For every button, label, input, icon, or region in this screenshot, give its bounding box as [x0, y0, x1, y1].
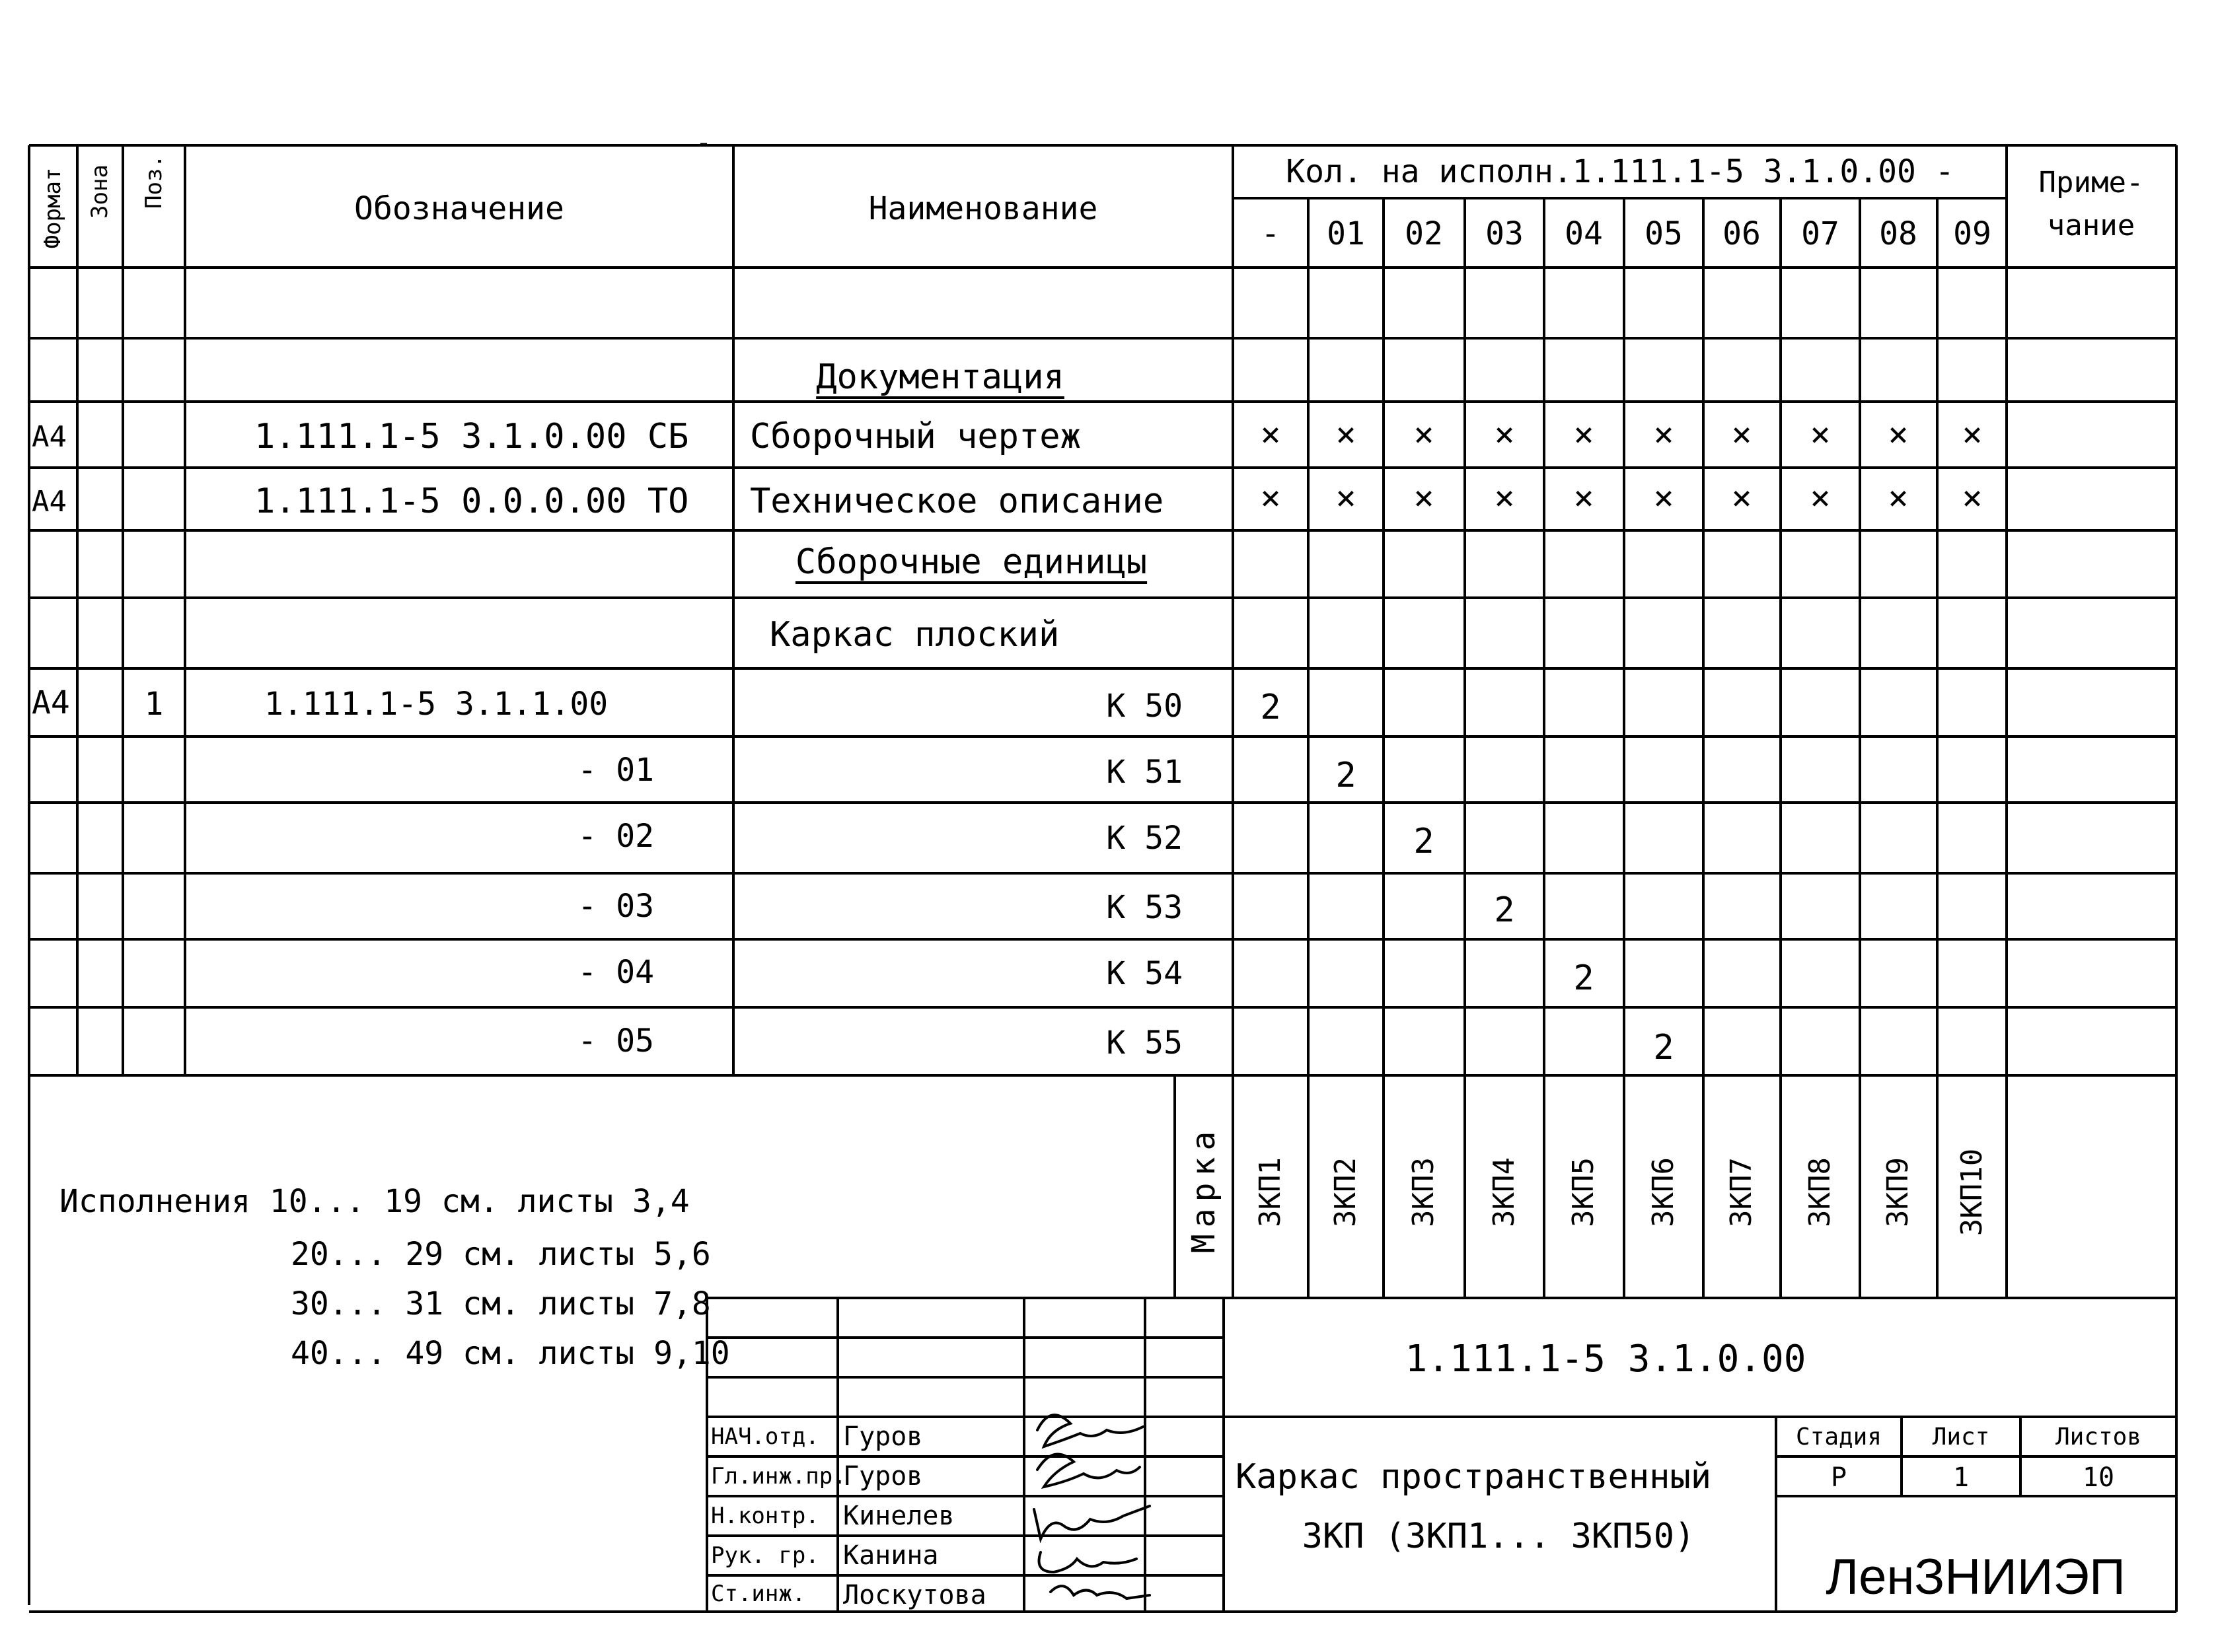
variant-header: 02 — [1405, 215, 1443, 252]
sheets-value: 10 — [2082, 1462, 2115, 1493]
section-documentation: Документация — [816, 357, 1064, 397]
mark-item: 3КП8 — [1803, 1157, 1837, 1227]
mark-item: 3КП2 — [1329, 1157, 1362, 1227]
sheet-value: 1 — [1952, 1462, 1970, 1493]
signature-role: Ст.инж. — [711, 1581, 806, 1607]
signature-name: Гуров — [843, 1461, 923, 1491]
mark-item: 3КП4 — [1487, 1157, 1521, 1227]
cross-mark: × — [1810, 415, 1831, 454]
part-row-designation: - 04 — [577, 954, 654, 991]
signature-name: Кинелев — [843, 1501, 955, 1531]
mark-item: 3КП3 — [1407, 1157, 1440, 1227]
variant-header: 01 — [1327, 215, 1365, 252]
cross-mark: × — [1810, 478, 1831, 518]
cross-mark: × — [1260, 478, 1281, 518]
stage-label: Стадия — [1795, 1423, 1882, 1451]
section-flat-frame: Каркас плоский — [770, 615, 1060, 655]
cross-mark: × — [1413, 478, 1434, 518]
cross-mark: × — [1335, 415, 1356, 454]
part-row-name: К 52 — [1106, 820, 1183, 857]
mark-item: 3КП7 — [1724, 1157, 1758, 1227]
signature-role: Н.контр. — [711, 1503, 819, 1529]
part-row-name: К 54 — [1106, 955, 1183, 992]
part-row-designation: - 01 — [577, 752, 654, 789]
sheet-label: Лист — [1932, 1423, 1990, 1451]
part-row-qty: 2 — [1335, 756, 1356, 795]
part-row-name: К 50 — [1106, 688, 1183, 725]
variants-note-line: Исполнения 10... 19 см. листы 3,4 — [59, 1183, 690, 1220]
variant-header: 07 — [1801, 215, 1839, 252]
doc-row-name: Техническое описание — [750, 482, 1164, 521]
cross-mark: × — [1413, 415, 1434, 454]
cross-mark: × — [1573, 478, 1594, 518]
title-line-1: Каркас пространственный — [1236, 1457, 1712, 1497]
variant-header: 08 — [1879, 215, 1917, 252]
doc-row-name: Сборочный чертеж — [750, 417, 1081, 456]
header-qty: Кол. на исполн.1.111.1-5 3.1.0.00 - — [1286, 153, 1954, 190]
header-note-1: Приме- — [2038, 166, 2144, 199]
variant-header: 05 — [1645, 215, 1683, 252]
cross-mark: × — [1731, 478, 1752, 518]
cross-mark: × — [1260, 415, 1281, 454]
header-format: Формат — [40, 167, 66, 249]
cross-mark: × — [1731, 415, 1752, 454]
signature-role: Гл.инж.пр. — [711, 1463, 846, 1490]
doc-row-designation: 1.111.1-5 0.0.0.00 ТО — [254, 482, 689, 521]
marka-label: Марка — [1185, 1124, 1222, 1254]
sheets-label: Листов — [2055, 1423, 2142, 1451]
cross-mark: × — [1962, 478, 1983, 518]
part-row-name: К 55 — [1106, 1024, 1183, 1061]
part-row-designation: - 03 — [577, 888, 654, 925]
part-row-pos: 1 — [144, 686, 164, 723]
part-row-designation: 1.111.1-5 3.1.1.00 — [264, 686, 609, 723]
header-note-2: чание — [2047, 209, 2135, 242]
stage-value: Р — [1830, 1462, 1847, 1493]
mark-item: 3КП1 — [1253, 1157, 1287, 1227]
part-row-qty: 2 — [1260, 688, 1281, 727]
header-pos: Поз. — [141, 155, 167, 209]
variant-header: 03 — [1485, 215, 1524, 252]
variants-note-line: 40... 49 см. листы 9,10 — [291, 1335, 730, 1372]
variant-header: 06 — [1722, 215, 1761, 252]
section-assembly-units: Сборочные единицы — [795, 542, 1148, 582]
cross-mark: × — [1335, 478, 1356, 518]
part-row-qty: 2 — [1653, 1028, 1674, 1067]
part-row-qty: 2 — [1413, 822, 1434, 861]
cross-mark: × — [1653, 478, 1674, 518]
part-row-designation: - 05 — [577, 1023, 654, 1059]
cross-mark: × — [1573, 415, 1594, 454]
part-row-qty: 2 — [1573, 958, 1594, 998]
header-designation: Обозначение — [354, 190, 564, 227]
doc-row-format: А4 — [32, 485, 67, 519]
doc-row-designation: 1.111.1-5 3.1.0.00 СБ — [254, 417, 689, 456]
header-zone: Зона — [87, 164, 113, 219]
cross-mark: × — [1888, 478, 1909, 518]
header-name: Наименование — [868, 190, 1098, 227]
part-row-name: К 51 — [1106, 754, 1183, 791]
mark-item: 3КП6 — [1646, 1157, 1680, 1227]
variant-header: 04 — [1565, 215, 1603, 252]
cross-mark: × — [1653, 415, 1674, 454]
part-row-designation: - 02 — [577, 818, 654, 855]
mark-item: 3КП10 — [1955, 1148, 1989, 1237]
title-line-2: 3КП (3КП1... 3КП50) — [1302, 1517, 1695, 1556]
part-row-format: А4 — [32, 684, 70, 721]
signature-name: Канина — [843, 1540, 939, 1571]
part-row-qty: 2 — [1494, 890, 1515, 930]
mark-item: 3КП9 — [1881, 1157, 1915, 1227]
organization: ЛенЗНИИЭП — [1826, 1549, 2126, 1605]
cross-mark: × — [1962, 415, 1983, 454]
part-row-name: К 53 — [1106, 889, 1183, 926]
signature-role: НАЧ.отд. — [711, 1423, 819, 1450]
doc-number: 1.111.1-5 3.1.0.00 — [1405, 1338, 1806, 1381]
cross-mark: × — [1494, 478, 1515, 518]
variants-note-line: 20... 29 см. листы 5,6 — [291, 1236, 711, 1273]
doc-row-format: А4 — [32, 420, 67, 454]
mark-item: 3КП5 — [1567, 1157, 1600, 1227]
signature-name: Гуров — [843, 1421, 923, 1452]
variants-note-line: 30... 31 см. листы 7,8 — [291, 1285, 711, 1322]
signature-role: Рук. гр. — [711, 1542, 819, 1569]
variant-header: 09 — [1953, 215, 1991, 252]
signature-name: Лоскутова — [843, 1580, 986, 1610]
variant-header: - — [1261, 215, 1280, 252]
cross-mark: × — [1888, 415, 1909, 454]
cross-mark: × — [1494, 415, 1515, 454]
